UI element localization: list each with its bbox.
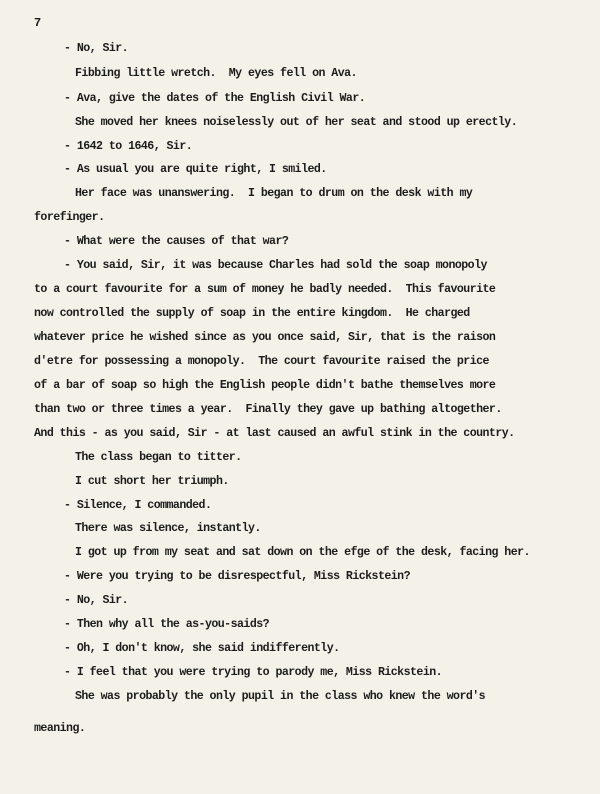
text-line: than two or three times a year. Finally they gave up bathing altogether.: [34, 403, 502, 416]
text-line: forefinger.: [34, 211, 105, 224]
text-line: I got up from my seat and sat down on the efge of the desk, facing her.: [75, 546, 530, 559]
text-line: There was silence, instantly.: [75, 522, 261, 535]
text-line: - As usual you are quite right, I smiled.: [64, 163, 327, 176]
text-line: She moved her knees noiselessly out of her seat and stood up erectly.: [75, 116, 518, 129]
text-line: Fibbing little wretch. My eyes fell on Ava.: [75, 67, 357, 80]
text-line: whatever price he wished since as you once said, Sir, that is the raison: [34, 331, 496, 344]
text-line: - What were the causes of that war?: [64, 235, 289, 248]
text-line: She was probably the only pupil in the class who knew the word's: [75, 690, 486, 703]
text-line: And this - as you said, Sir - at last caused an awful stink in the country.: [34, 427, 515, 440]
text-line: d'etre for possessing a monopoly. The court favourite raised the price: [34, 355, 489, 368]
text-line: now controlled the supply of soap in the entire kingdom. He charged: [34, 307, 470, 320]
text-line: to a court favourite for a sum of money he badly needed. This favourite: [34, 283, 496, 296]
text-line: - I feel that you were trying to parody me, Miss Rickstein.: [64, 666, 443, 679]
text-line: The class began to titter.: [75, 451, 242, 464]
text-line: I cut short her triumph.: [75, 475, 229, 488]
text-line: of a bar of soap so high the English people didn't bathe themselves more: [34, 379, 496, 392]
text-line: - No, Sir.: [64, 594, 129, 607]
text-line: - Then why all the as-you-saids?: [64, 618, 270, 631]
page-number: 7: [34, 16, 42, 30]
text-line: - 1642 to 1646, Sir.: [64, 140, 193, 153]
text-line: - No, Sir.: [64, 42, 129, 55]
text-line: meaning.: [34, 722, 86, 735]
text-line: - Ava, give the dates of the English Civil War.: [64, 92, 366, 105]
text-line: - You said, Sir, it was because Charles had sold the soap monopoly: [64, 259, 487, 272]
text-line: - Were you trying to be disrespectful, Miss Rickstein?: [64, 570, 410, 583]
text-line: Her face was unanswering. I began to drum on the desk with my: [75, 187, 473, 200]
text-line: - Silence, I commanded.: [64, 499, 212, 512]
text-line: - Oh, I don't know, she said indifferently.: [64, 642, 340, 655]
